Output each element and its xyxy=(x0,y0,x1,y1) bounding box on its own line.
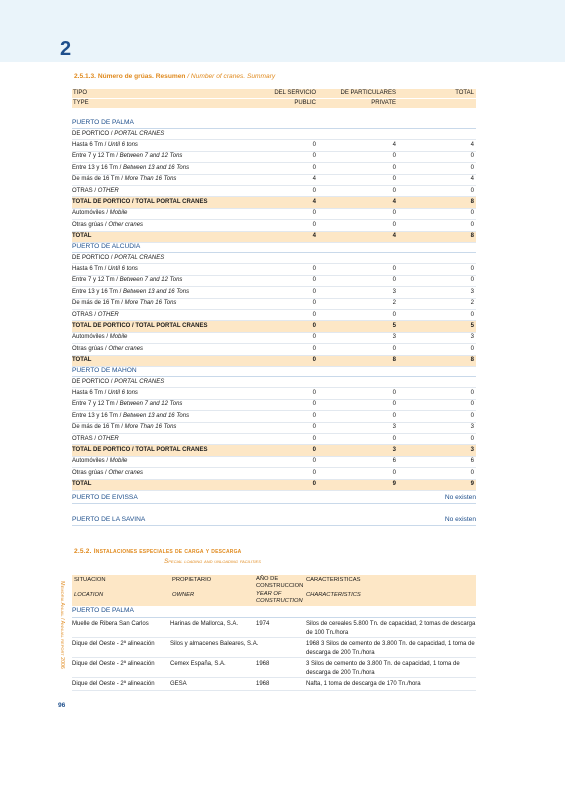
fac-year: 1974 xyxy=(256,621,270,627)
cell-public: 0 xyxy=(312,469,316,476)
row-label: Hasta 6 Tm / Until 6 tons xyxy=(72,265,138,272)
fac-location: Dique del Oeste - 2ª alineación xyxy=(72,641,155,647)
table-row xyxy=(72,310,476,321)
chapter-number: 2 xyxy=(60,38,72,60)
cell-total: 5 xyxy=(470,322,474,329)
row-label: Otras grúas / Other cranes xyxy=(72,221,144,228)
port-name: PUERTO DE ALCUDIA xyxy=(72,243,141,250)
col-situacion: SITUACION xyxy=(74,577,106,583)
cell-public: 0 xyxy=(312,288,316,295)
table-row xyxy=(72,152,476,163)
cell-public: 4 xyxy=(312,233,316,240)
col-tipo: TIPO xyxy=(73,90,88,96)
row-label: Entre 7 y 12 Tm / Between 7 and 12 Tons xyxy=(72,401,183,408)
cell-private: 4 xyxy=(392,198,396,205)
cell-total: 8 xyxy=(470,357,474,364)
cell-private: 0 xyxy=(392,176,396,183)
row-label: Hasta 6 Tm / Until 6 tons xyxy=(72,389,138,396)
total-row xyxy=(72,445,476,456)
cell-private: 0 xyxy=(392,389,396,396)
table-row xyxy=(72,140,476,151)
group-label: DE PORTICO / PORTAL CRANES xyxy=(72,130,165,137)
table-row xyxy=(72,411,476,422)
cell-total: 4 xyxy=(470,141,474,148)
col-del-servicio: DEL SERVICIO xyxy=(274,90,316,96)
col-public: PUBLIC xyxy=(294,100,316,106)
cell-total: 0 xyxy=(470,187,474,194)
col-caracteristicas: CARACTERISTICAS xyxy=(306,577,361,583)
fac-year: 1968 xyxy=(256,661,270,667)
col-particulares: DE PARTICULARES xyxy=(340,90,396,96)
cell-private: 0 xyxy=(392,435,396,442)
cell-public: 4 xyxy=(312,176,316,183)
row-label: OTRAS / OTHER xyxy=(72,311,119,318)
row-label: Automóviles / Mobile xyxy=(72,334,128,341)
cell-public: 0 xyxy=(312,435,316,442)
cell-total: 8 xyxy=(470,233,474,240)
cell-total: 0 xyxy=(470,164,474,171)
row-label: De más de 16 Tm / More Than 16 Tons xyxy=(72,424,177,431)
fac-location: Dique del Oeste - 2ª alineación xyxy=(72,681,155,687)
fac-owner: GESA xyxy=(170,681,187,687)
cell-public: 0 xyxy=(312,141,316,148)
cell-total: 0 xyxy=(470,210,474,217)
row-label: Entre 13 y 16 Tm / Between 13 and 16 Tons xyxy=(72,164,190,171)
cell-private: 0 xyxy=(392,412,396,419)
row-label: Entre 7 y 12 Tm / Between 7 and 12 Tons xyxy=(72,153,183,160)
fac-owner: Harinas de Mallorca, S.A. xyxy=(170,621,239,627)
cell-total: 0 xyxy=(470,469,474,476)
table-row xyxy=(72,264,476,275)
fac-desc: Silos de cereales 5.800 Tn. de capacidad, 2 tomas de descarga de 100 Tn./hora xyxy=(306,621,476,636)
table-row xyxy=(72,344,476,355)
cell-public: 0 xyxy=(312,210,316,217)
table-row xyxy=(72,220,476,231)
table-row xyxy=(72,423,476,434)
total-row xyxy=(72,480,476,491)
cell-private: 0 xyxy=(392,221,396,228)
cell-private: 5 xyxy=(392,322,396,329)
col-type: TYPE xyxy=(73,100,89,106)
page-number: 96 xyxy=(58,702,66,709)
facilities-table xyxy=(72,606,476,691)
table-row xyxy=(72,333,476,344)
section-title-en: / Number of cranes. Summary xyxy=(187,73,276,80)
cell-public: 0 xyxy=(312,311,316,318)
cell-public: 0 xyxy=(312,277,316,284)
cell-public: 0 xyxy=(312,265,316,272)
row-label: TOTAL DE PORTICO / TOTAL PORTAL CRANES xyxy=(72,198,208,205)
section-title-es: 2.5.1.3. Número de grúas. Resumen xyxy=(74,73,186,80)
fac-desc: 3 Silos de cemento de 3.800 Tn. de capacidad, 1 toma de descarga de 200 Tn./hora xyxy=(306,661,460,676)
group-label: DE PORTICO / PORTAL CRANES xyxy=(72,378,165,385)
cell-private: 2 xyxy=(392,300,396,307)
cell-private: 0 xyxy=(392,210,396,217)
section2-title: 2.5.2. Instalaciones especiales de carga y descarga xyxy=(74,548,242,555)
fac-location: Muelle de Ribera San Carlos xyxy=(72,621,149,627)
port-block xyxy=(72,242,476,367)
row-label: Hasta 6 Tm / Until 6 tons xyxy=(72,141,138,148)
table-row xyxy=(72,400,476,411)
cell-private: 0 xyxy=(392,345,396,352)
fac-owner: Cemex España, S.A. xyxy=(170,661,226,667)
fac-year: 1968 xyxy=(256,681,270,687)
port-block xyxy=(72,118,476,243)
section2-subtitle: Special loading and unloading facilities xyxy=(164,558,261,565)
row-label: Otras grúas / Other cranes xyxy=(72,469,144,476)
row-label: TOTAL xyxy=(72,357,92,364)
cell-private: 9 xyxy=(392,481,396,488)
col-owner: OWNER xyxy=(172,592,195,598)
table-header-row-2 xyxy=(72,99,476,108)
table-row xyxy=(72,638,476,658)
cell-private: 0 xyxy=(392,401,396,408)
group-label: DE PORTICO / PORTAL CRANES xyxy=(72,254,165,261)
cell-public: 0 xyxy=(312,357,316,364)
table-row xyxy=(72,163,476,174)
cell-total: 9 xyxy=(470,481,474,488)
table-row xyxy=(72,678,476,691)
cell-private: 0 xyxy=(392,187,396,194)
table-row xyxy=(72,276,476,287)
fac-owner: Silos y almacenes Baleares, S.A. xyxy=(170,641,259,647)
cell-public: 0 xyxy=(312,300,316,307)
port-note: No existen xyxy=(444,516,476,523)
row-label: TOTAL DE PORTICO / TOTAL PORTAL CRANES xyxy=(72,322,208,329)
cell-public: 0 xyxy=(312,153,316,160)
row-label: Entre 7 y 12 Tm / Between 7 and 12 Tons xyxy=(72,277,183,284)
top-band xyxy=(0,0,565,62)
cell-total: 3 xyxy=(470,446,474,453)
cell-private: 3 xyxy=(392,446,396,453)
cell-total: 0 xyxy=(470,389,474,396)
row-label: Otras grúas / Other cranes xyxy=(72,345,144,352)
cell-total: 0 xyxy=(470,311,474,318)
cell-public: 0 xyxy=(312,334,316,341)
row-label: TOTAL DE PORTICO / TOTAL PORTAL CRANES xyxy=(72,446,208,453)
total-row xyxy=(72,321,476,332)
port-block xyxy=(72,366,476,491)
col-propietario: PROPIETARIO xyxy=(172,577,212,583)
cell-public: 0 xyxy=(312,412,316,419)
cell-total: 3 xyxy=(470,334,474,341)
table-row xyxy=(72,468,476,479)
cell-private: 0 xyxy=(392,265,396,272)
row-label: De más de 16 Tm / More Than 16 Tons xyxy=(72,300,177,307)
row-label: Entre 13 y 16 Tm / Between 13 and 16 Tons xyxy=(72,412,190,419)
cell-public: 0 xyxy=(312,481,316,488)
row-label: Automóviles / Mobile xyxy=(72,210,128,217)
cell-private: 0 xyxy=(392,277,396,284)
cell-public: 0 xyxy=(312,424,316,431)
table-row xyxy=(72,175,476,186)
fac-desc: Nafta, 1 toma de descarga de 170 Tn./hora xyxy=(306,681,421,687)
cell-private: 8 xyxy=(392,357,396,364)
fac-port-name: PUERTO DE PALMA xyxy=(72,607,134,614)
cell-total: 0 xyxy=(470,221,474,228)
cell-private: 0 xyxy=(392,311,396,318)
cell-public: 0 xyxy=(312,345,316,352)
section-title xyxy=(74,73,275,80)
cell-private: 0 xyxy=(392,469,396,476)
cell-total: 6 xyxy=(470,458,474,465)
port-name: PUERTO DE PALMA xyxy=(72,119,134,126)
fac-location: Dique del Oeste - 2ª alineación xyxy=(72,661,155,667)
port-name: PUERTO DE EIVISSA xyxy=(72,494,138,501)
row-label: Automóviles / Mobile xyxy=(72,458,128,465)
table-row xyxy=(72,299,476,310)
port-note: No existen xyxy=(444,494,476,501)
cell-total: 0 xyxy=(470,412,474,419)
port-savina xyxy=(72,515,476,526)
port-name: PUERTO DE MAHON xyxy=(72,367,137,374)
cell-private: 4 xyxy=(392,141,396,148)
cell-private: 4 xyxy=(392,233,396,240)
cell-public: 0 xyxy=(312,322,316,329)
row-label: TOTAL xyxy=(72,233,92,240)
col-characteristics: CHARACTERISTICS xyxy=(306,592,361,598)
table-row xyxy=(72,457,476,468)
cell-public: 0 xyxy=(312,221,316,228)
cell-private: 0 xyxy=(392,164,396,171)
row-label: OTRAS / OTHER xyxy=(72,435,119,442)
cell-private: 3 xyxy=(392,424,396,431)
cell-total: 8 xyxy=(470,198,474,205)
table-row xyxy=(72,186,476,197)
total-row xyxy=(72,197,476,208)
col-anio: AÑO DE CONSTRUCCION xyxy=(256,576,304,589)
table-row xyxy=(72,434,476,445)
cell-public: 0 xyxy=(312,187,316,194)
col-location: LOCATION xyxy=(74,592,104,598)
cell-total: 4 xyxy=(470,176,474,183)
facilities-header xyxy=(72,575,476,606)
table-row xyxy=(72,388,476,399)
port-eivissa xyxy=(72,493,476,504)
col-total: TOTAL xyxy=(455,90,474,96)
cell-total: 0 xyxy=(470,435,474,442)
cell-private: 3 xyxy=(392,288,396,295)
cell-total: 3 xyxy=(470,288,474,295)
cell-total: 0 xyxy=(470,345,474,352)
cell-private: 0 xyxy=(392,153,396,160)
cell-public: 0 xyxy=(312,389,316,396)
sidebar-text: Memoria Anual / Annual report 2006 xyxy=(59,581,65,669)
cell-total: 0 xyxy=(470,265,474,272)
cell-private: 3 xyxy=(392,334,396,341)
table-row xyxy=(72,209,476,220)
table-row xyxy=(72,618,476,638)
cell-public: 0 xyxy=(312,401,316,408)
cell-total: 0 xyxy=(470,153,474,160)
cell-public: 0 xyxy=(312,458,316,465)
col-private: PRIVATE xyxy=(371,100,396,106)
table-row xyxy=(72,658,476,678)
cell-total: 0 xyxy=(470,401,474,408)
table-header-row-1 xyxy=(72,89,476,98)
cell-total: 3 xyxy=(470,424,474,431)
port-name: PUERTO DE LA SAVINA xyxy=(72,516,146,523)
row-label: TOTAL xyxy=(72,481,92,488)
row-label: De más de 16 Tm / More Than 16 Tons xyxy=(72,176,177,183)
cell-public: 4 xyxy=(312,198,316,205)
row-label: Entre 13 y 16 Tm / Between 13 and 16 Tons xyxy=(72,288,190,295)
cell-public: 0 xyxy=(312,164,316,171)
cell-total: 0 xyxy=(470,277,474,284)
cell-total: 2 xyxy=(470,300,474,307)
cell-public: 0 xyxy=(312,446,316,453)
sidebar-label xyxy=(56,580,66,680)
row-label: OTRAS / OTHER xyxy=(72,187,119,194)
fac-desc: 1968 3 Silos de cemento de 3.800 Tn. de capacidad, 1 toma de descarga de 200 Tn./hora xyxy=(306,641,475,656)
cell-private: 6 xyxy=(392,458,396,465)
col-year: YEAR OF CONSTRUCTION xyxy=(256,591,303,604)
table-row xyxy=(72,287,476,298)
